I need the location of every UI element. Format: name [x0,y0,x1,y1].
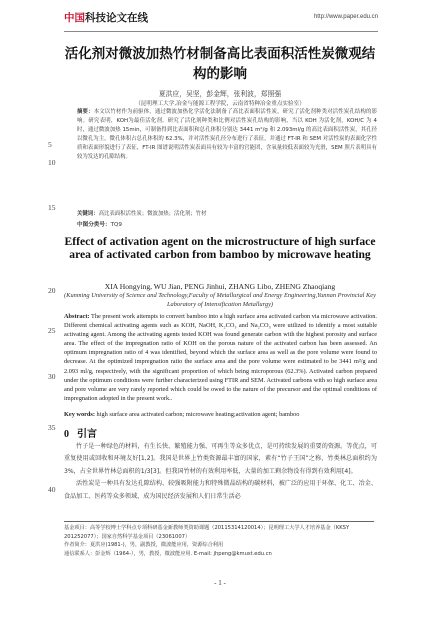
chinese-affiliation: （昆明理工大学,冶金与能源工程学院，云南省特种冶金重点实验室） [135,101,305,107]
line-number: 20 [48,286,56,295]
logo-site-text: 科技论文在线 [85,12,148,24]
section-title: 引言 [77,429,97,440]
logo-china-text: 中国 [64,12,85,24]
english-abstract-label: Abstract: [64,313,90,320]
section-number: 0 [64,429,69,440]
chinese-abstract-label: 摘要： [77,109,94,115]
english-keywords-label: Key words: [64,411,95,418]
page-header [64,8,378,32]
english-affiliation: (Kunming University of Science and Technology,Faculty of Metallurgical and Energy Engineering,Yunnan Provincial Key Laboratory of Intensification Metallurgy) [64,292,376,308]
chinese-keywords-label: 关键词： [77,211,99,217]
english-keywords-text: high surface area activated carbon; microwave heating;activation agent; bamboo [96,411,300,418]
footnote-funding: 基金项目：高等学校博士学科点专项科研基金新教师类资助课题（20115314120014）；昆明理工大学人才培养基金（KKSY 201252077）；国家自然科学基金项目（23061007） [64,525,350,540]
line-number: 5 [48,140,52,149]
intro-paragraph: 活性炭是一种具有发达孔隙结构、较强吸附能力和特殊微晶结构的碳材料，被广泛的应用于环保、化工、冶金、食品加工、医药等众多领域，成为国民经济发展和人们日常生活必 [64,480,377,500]
footnotes [64,524,377,558]
english-abstract [64,312,377,403]
english-keywords [64,411,377,418]
footnote-author-bio: 作者简介：夏洪应(1981-)，男，副教授，微波能应用，资源综合利用 [64,542,224,549]
chinese-title: 活化剂对微波加热竹材制备高比表面积活性炭微观结构的影响 [64,46,376,82]
section-heading [64,425,97,440]
english-title: Effect of activation agent on the microstructure of high surface area of activated carbon from bamboo by microwave heating [64,235,376,261]
classification-label: 中图分类号： [77,222,111,228]
intro-paragraph: 竹子是一种绿色的材料，有生长快、繁殖能力强、可再生等众多优点，是可持续发展的重要的资源。等优点，可重复使用或回收和环境友好[1,2]。我国是世界上竹类资源最丰富的国家，素有“竹子王国”之称，竹类林总面积约为3%，占全世界竹林总面积的1/3[3]。但我国竹材的有效利用率低，大量的加工剩余物没有得到有效利用[4]。 [64,443,377,475]
line-number: 15 [48,203,56,212]
english-authors: XIA Hongying, WU Jian, PENG Jinhui, ZHANG Libo, ZHENG Zhaoqiang [104,282,336,291]
introduction-body [64,441,377,503]
chinese-authors: 夏洪应，吴坚，彭金辉，张利波，郑照强 [158,90,282,98]
footnote-correspondence: 通信联系人：彭金辉（1964-），男，教授，微波能应用. E-mail: jhpeng@kmust.edu.cn [64,550,272,557]
chinese-abstract-text: 本文以竹材作为前驱体，通过微波加热化学活化法制备了高比表面积活性炭，研究了活化剂种类对活性炭孔结构的影响。研究表明，KOH为最佳活化剂。研究了活化剂种类和比例对活性炭孔结构的影响，当以 KOH 为活化剂，KOH/C 为 4 时，通过微波加热 15min，可制备得到比表面积和总孔体积分别达 3441 m²/g 和 2.093ml/g 的高比表面积活性炭，其孔径以微孔为主，微孔体积占总孔体积的 62.3%，并对活性炭孔径分布进行了表征，并通过 FT-IR 和 SEM 对活性炭的表面化学性质和表面形貌进行了表征，FT-IR 图谱说明活性炭表面具有较为丰富的官能团，含氧量较低表面较为光滑，SEM 照片表明具有较为发达的孔隙结构。 [77,109,377,160]
chinese-abstract [77,108,377,162]
chinese-keywords [77,209,377,217]
english-abstract-text: The present work attempts to convert bamboo into a high surface area activated carbon via microwave activation. Different chemical activating agents such as KOH, NaOH, K₂CO₃ and Na₂CO₃ were utilized to identify a most suitable activating agent. Among the activating agents tested KOH was found generate carbon with the highest porosity and surface area. The effect of the impregnation ratio of KOH on the porous nature of the activated carbon has been assessed. An optimum impregnation ratio of 4 was identified, beyond which the surface area as well as the pore volume were found to decrease. At the optimized impregnation ratio the surface area and the pore volume were estimated to be 3441 m²/g and 2.093 ml/g, respectively, with the significant proportion of which being microporous (62.3%). Activated carbon prepared under the optimum conditions were further characterized using FTIR and SEM. Activated carbons with so high surface area and pore volume are very rarely reported which could be owed to the nature of the precursor and the optimal conditions of impregnation adopted in the present work.. [64,313,377,402]
line-number: 40 [48,485,56,494]
classification-value: TQ9 [110,222,122,228]
line-number: 10 [48,158,56,167]
chinese-keywords-text: 高比表面积活性炭；微波加热；活化剂；竹材 [98,211,207,217]
page-number: - 1 - [214,579,226,587]
header-url[interactable]: http://www.paper.edu.cn [313,14,378,20]
line-number: 35 [48,423,56,432]
line-number: 25 [48,326,56,335]
classification-number [77,220,122,228]
site-logo[interactable] [64,10,148,25]
footnote-divider [64,521,374,522]
line-number: 30 [48,372,56,381]
